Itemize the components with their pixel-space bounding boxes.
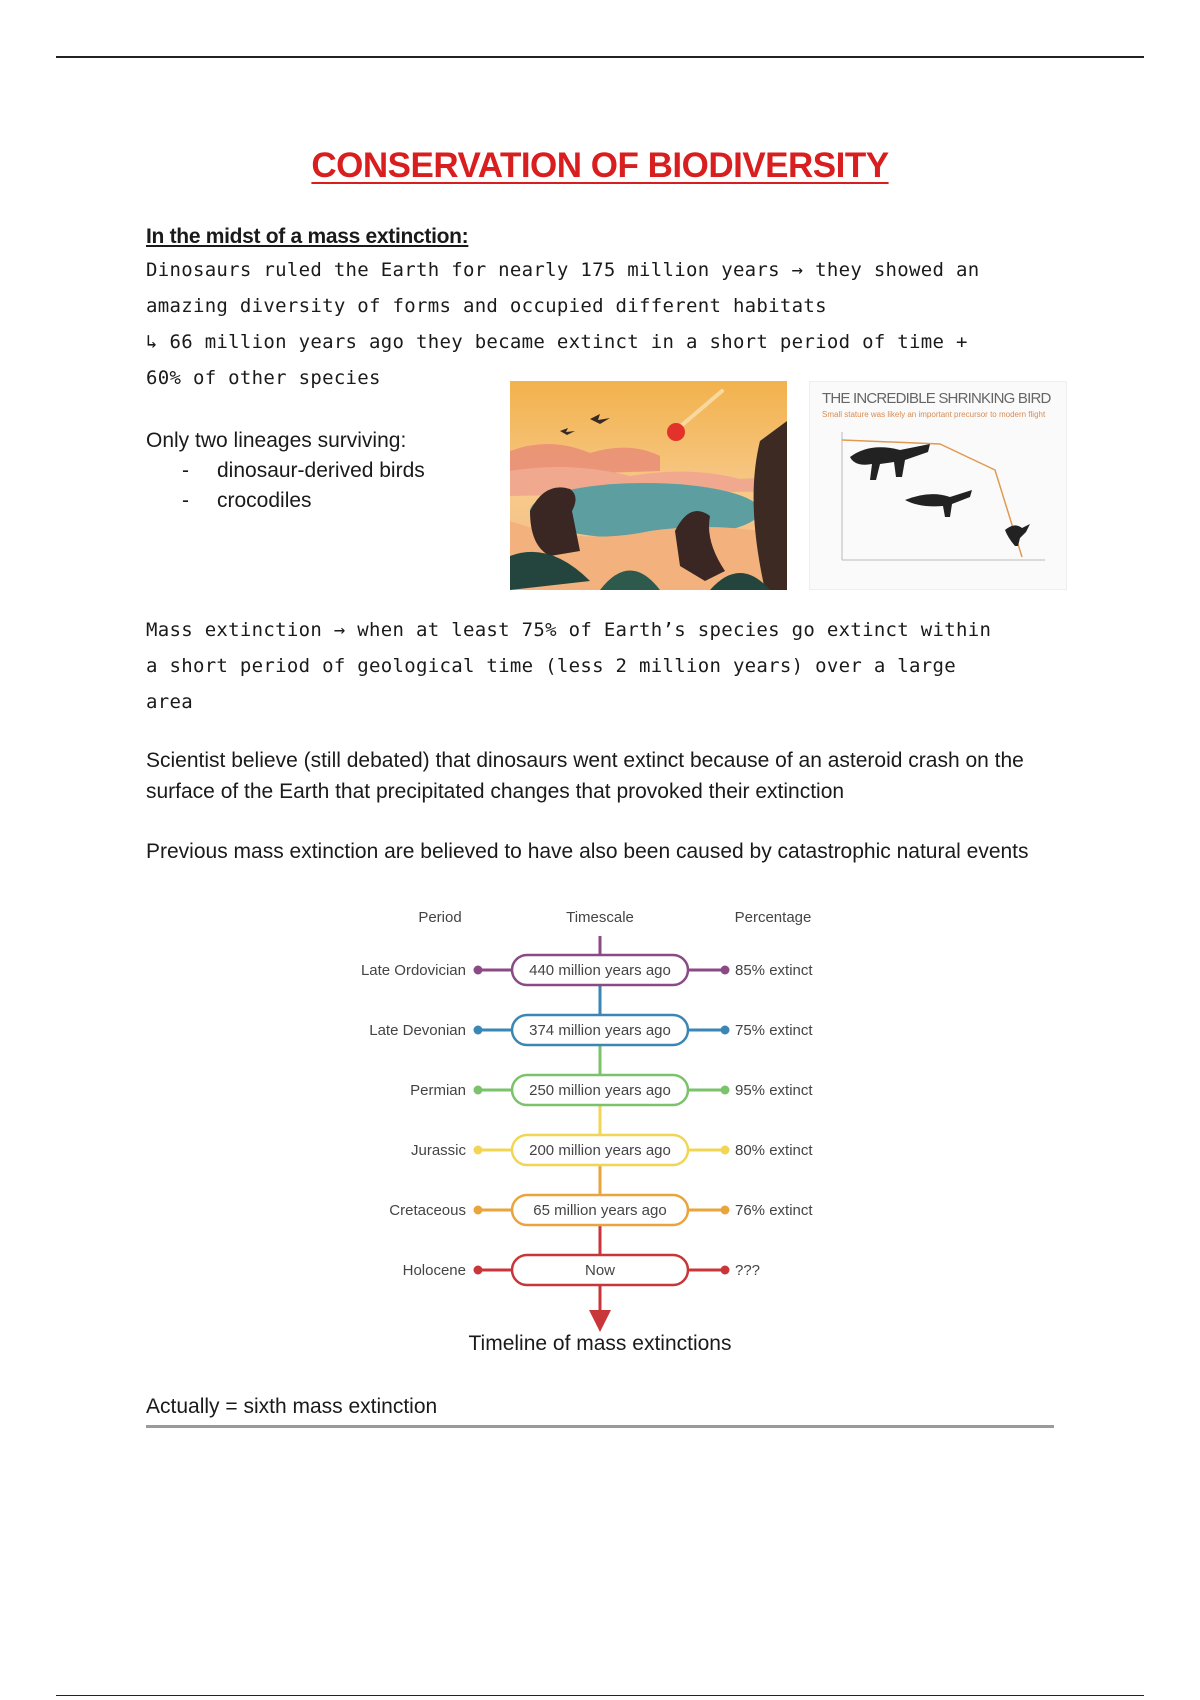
definition-line-3: area — [146, 691, 193, 713]
bottom-rule — [56, 1695, 1144, 1696]
timeline-row — [361, 955, 813, 985]
section-heading: In the midst of a mass extinction: — [146, 225, 469, 248]
definition-line-1: Mass extinction → when at least 75% of Earth’s species go extinct within — [146, 619, 992, 641]
top-rule — [56, 56, 1144, 58]
timeline-dot — [721, 1086, 730, 1095]
timeline-dot — [474, 1206, 483, 1215]
timeline-period-label: Late Devonian — [369, 1022, 466, 1039]
timeline-time-label: 374 million years ago — [529, 1022, 671, 1039]
definition-line-2: a short period of geological time (less 2 million years) over a large — [146, 655, 956, 677]
section-end-rule — [146, 1425, 1054, 1428]
timeline-caption: Timeline of mass extinctions — [468, 1332, 732, 1355]
timeline-dot — [474, 1086, 483, 1095]
timeline-dot — [474, 966, 483, 975]
timeline-period-label: Late Ordovician — [360, 962, 466, 979]
timeline-percentage-label: 80% extinct — [735, 1142, 813, 1159]
mass-extinction-timeline — [320, 900, 880, 1340]
timeline-row — [411, 1135, 813, 1165]
list-item: - dinosaur-derived birds — [182, 456, 425, 486]
timeline-time-label: Now — [584, 1262, 616, 1279]
timeline-dot — [474, 1026, 483, 1035]
timeline-time-label: 440 million years ago — [529, 962, 671, 979]
bird-figure-title: THE INCREDIBLE SHRINKING BIRD — [822, 390, 1051, 407]
dinosaur-extinction-illustration — [510, 381, 787, 590]
bird-figure-subtitle: Small stature was likely an important precursor to modern flight — [822, 410, 1046, 419]
definition-paragraph — [146, 612, 1076, 720]
timeline-time-label: 200 million years ago — [529, 1142, 671, 1159]
timeline-header-period: Period — [418, 909, 462, 926]
timeline-dot — [474, 1266, 483, 1275]
timeline-dot — [721, 1026, 730, 1035]
timeline-dot — [721, 1206, 730, 1215]
timeline-period-label: Jurassic — [410, 1142, 466, 1159]
dinosaurs-line-4: 60% of other species — [146, 367, 381, 389]
timeline-period-label: Permian — [410, 1082, 466, 1099]
asteroid-paragraph: Scientist believe (still debated) that dinosaurs went extinct because of an asteroid crash on the surface of the Earth that precipitated changes that provoked their extinction — [146, 749, 1024, 803]
timeline-dot — [721, 1266, 730, 1275]
timeline-percentage-label: 85% extinct — [735, 962, 813, 979]
dinosaurs-paragraph — [146, 252, 1076, 396]
timeline-row — [389, 1195, 813, 1225]
timeline-time-label: 65 million years ago — [533, 1202, 667, 1219]
timeline-period-label: Cretaceous — [389, 1202, 466, 1219]
timeline-percentage-label: ??? — [735, 1262, 761, 1279]
timeline-dot — [721, 1146, 730, 1155]
dinosaurs-line-2: amazing diversity of forms and occupied different habitats — [146, 295, 827, 317]
timeline-time-label: 250 million years ago — [529, 1082, 671, 1099]
timeline-row — [369, 1015, 813, 1045]
timeline-header-timescale: Timescale — [566, 909, 634, 926]
previous-extinctions-paragraph: Previous mass extinction are believed to have also been caused by catastrophic natural events — [146, 840, 1029, 863]
list-item: - crocodiles — [182, 486, 425, 516]
timeline-percentage-label: 75% extinct — [735, 1022, 813, 1039]
timeline-percentage-label: 95% extinct — [735, 1082, 813, 1099]
lineages-intro: Only two lineages surviving: — [146, 429, 407, 452]
timeline-arrow-icon — [589, 1310, 611, 1332]
shrinking-bird-figure — [809, 381, 1067, 590]
dinosaurs-line-3: ↳ 66 million years ago they became extinct in a short period of time + — [146, 331, 968, 353]
conclusion-text: Actually = sixth mass extinction — [146, 1395, 438, 1418]
timeline-percentage-label: 76% extinct — [735, 1202, 813, 1219]
timeline-row — [410, 1075, 813, 1105]
page-title: CONSERVATION OF BIODIVERSITY — [311, 146, 889, 185]
timeline-period-label: Holocene — [402, 1262, 466, 1279]
timeline-dot — [474, 1146, 483, 1155]
timeline-header-percentage: Percentage — [734, 909, 812, 926]
lineages-block — [146, 426, 425, 516]
dinosaurs-line-1: Dinosaurs ruled the Earth for nearly 175 million years → they showed an — [146, 259, 980, 281]
timeline-row — [403, 1255, 760, 1285]
lineages-list — [146, 456, 425, 516]
timeline-dot — [721, 966, 730, 975]
